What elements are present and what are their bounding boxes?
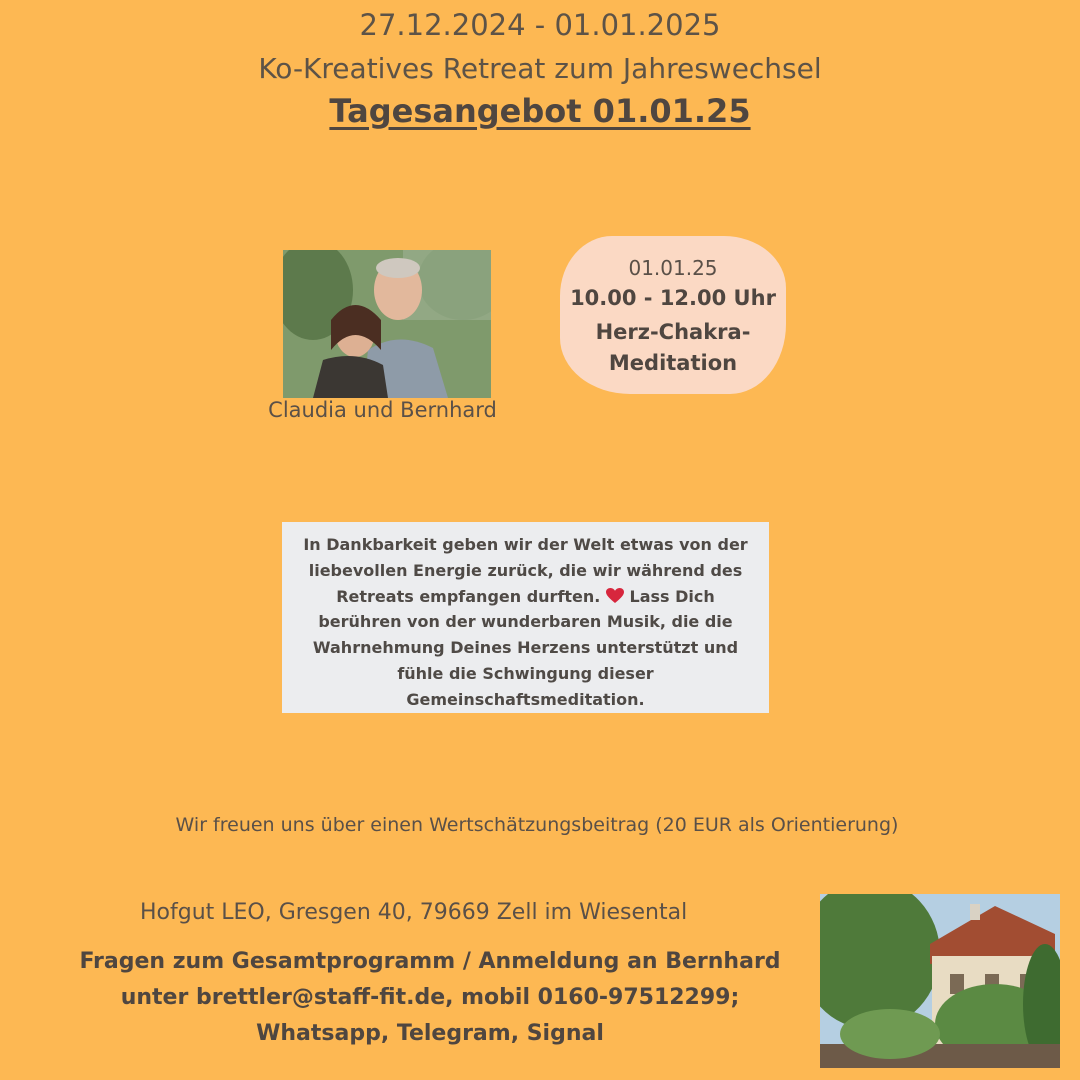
session-date: 01.01.25	[628, 256, 718, 280]
event-dates: 27.12.2024 - 01.01.2025	[359, 8, 721, 42]
description-part1: In Dankbarkeit geben wir der Welt etwas von der liebevollen Energie zurück, die wir während des Retreats empfangen durften.	[303, 535, 748, 606]
contact-line3: Whatsapp, Telegram, Signal	[256, 1021, 604, 1046]
contact-line2: unter brettler@staff-fit.de, mobil 0160-97512299;	[120, 985, 740, 1010]
venue-photo	[820, 894, 1060, 1068]
session-title-line2: Meditation	[608, 351, 738, 375]
contribution-note: Wir freuen uns über einen Wertschätzungsbeitrag (20 EUR als Orientierung)	[175, 814, 899, 836]
description-text	[296, 532, 755, 713]
heart-icon	[606, 588, 624, 604]
venue-address: Hofgut LEO, Gresgen 40, 79669 Zell im Wiesental	[140, 900, 688, 925]
contact-info	[60, 944, 800, 1052]
session-time: 10.00 - 12.00 Uhr	[570, 286, 776, 310]
offer-title: Tagesangebot 01.01.25	[329, 92, 751, 130]
photo-caption: Claudia und Bernhard	[268, 398, 497, 422]
description-card	[282, 522, 769, 713]
description-part2: Lass Dich berühren von der wunderbaren Musik, die die Wahrnehmung Deines Herzens unterstützt und fühle die Schwingung dieser Gemeinschaftsmeditation.	[312, 586, 739, 709]
session-title	[560, 317, 786, 379]
contact-line1: Fragen zum Gesamtprogramm / Anmeldung an Bernhard	[79, 949, 781, 974]
session-title-line1: Herz-Chakra-	[595, 320, 751, 344]
couple-photo	[283, 250, 491, 398]
retreat-title: Ko-Kreatives Retreat zum Jahreswechsel	[258, 52, 822, 85]
